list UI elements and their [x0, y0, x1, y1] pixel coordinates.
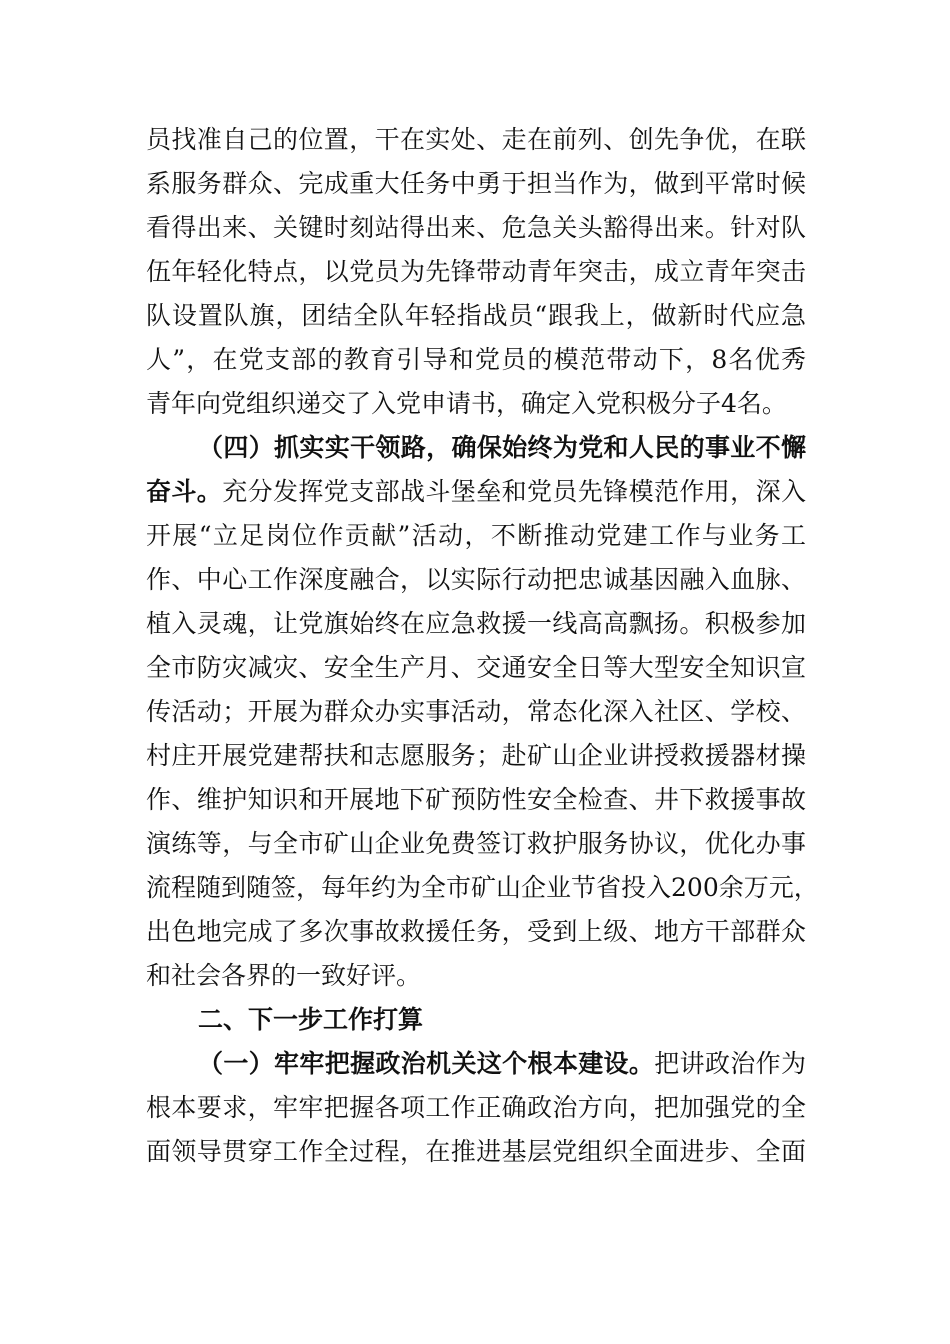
- text-line: 全市防灾减灾、安全生产月、交通安全日等大型安全知识宣: [146, 653, 806, 682]
- paragraph-party-members: [146, 118, 806, 426]
- section-next-steps: [146, 998, 806, 1042]
- text-line: 根本要求，牢牢把握各项工作正确政治方向，把加强党的全: [146, 1093, 806, 1122]
- section-heading: 二、下一步工作打算: [198, 1005, 424, 1034]
- text-line: 面领导贯穿工作全过程，在推进基层党组织全面进步、全面: [146, 1137, 806, 1166]
- text-line: 队设置队旗，团结全队年轻指战员“跟我上，做新时代应急: [146, 301, 806, 330]
- text-line: [146, 470, 806, 514]
- text-span: 把讲政治作为: [654, 1049, 806, 1078]
- text-line: 伍年轻化特点，以党员为先锋带动青年突击，成立青年突击: [146, 257, 806, 286]
- text-line: 开展“立足岗位作贡献”活动，不断推动党建工作与业务工: [146, 521, 806, 550]
- paragraph-one: [146, 1042, 806, 1174]
- text-line: 人”，在党支部的教育引导和党员的模范带动下，8名优秀: [146, 345, 806, 374]
- text-line: [146, 1042, 806, 1086]
- text-line: 看得出来、关键时刻站得出来、危急关头豁得出来。针对队: [146, 213, 806, 242]
- text-span: 充分发挥党支部战斗堡垒和党员先锋模范作用，深入: [222, 477, 806, 506]
- text-line: 员找准自己的位置，干在实处、走在前列、创先争优，在联: [146, 125, 806, 154]
- paragraph-title-end: 奋斗。: [146, 477, 223, 506]
- paragraph-title: （四）抓实实干领路，确保始终为党和人民的事业不懈: [198, 433, 806, 462]
- text-line: 作、中心工作深度融合，以实际行动把忠诚基因融入血脉、: [146, 565, 806, 594]
- paragraph-title: （一）牢牢把握政治机关这个根本建设。: [198, 1049, 655, 1078]
- text-line: 青年向党组织递交了入党申请书，确定入党积极分子4名。: [146, 389, 787, 418]
- text-line: 植入灵魂，让党旗始终在应急救援一线高高飘扬。积极参加: [146, 609, 806, 638]
- paragraph-title-line: [146, 426, 806, 470]
- text-line: 出色地完成了多次事故救援任务，受到上级、地方干部群众: [146, 917, 806, 946]
- text-line: 系服务群众、完成重大任务中勇于担当作为，做到平常时候: [146, 169, 806, 198]
- text-line: 传活动；开展为群众办实事活动，常态化深入社区、学校、: [146, 697, 806, 726]
- text-line: 村庄开展党建帮扶和志愿服务；赴矿山企业讲授救援器材操: [146, 741, 806, 770]
- text-line: 演练等，与全市矿山企业免费签订救护服务协议，优化办事: [146, 829, 806, 858]
- text-line: 流程随到随签，每年约为全市矿山企业节省投入200余万元，: [146, 873, 819, 902]
- text-line: 作、维护知识和开展地下矿预防性安全检查、井下救援事故: [146, 785, 806, 814]
- text-line: 和社会各界的一致好评。: [146, 961, 422, 990]
- document-page: [146, 118, 819, 1174]
- paragraph-four: [146, 426, 819, 998]
